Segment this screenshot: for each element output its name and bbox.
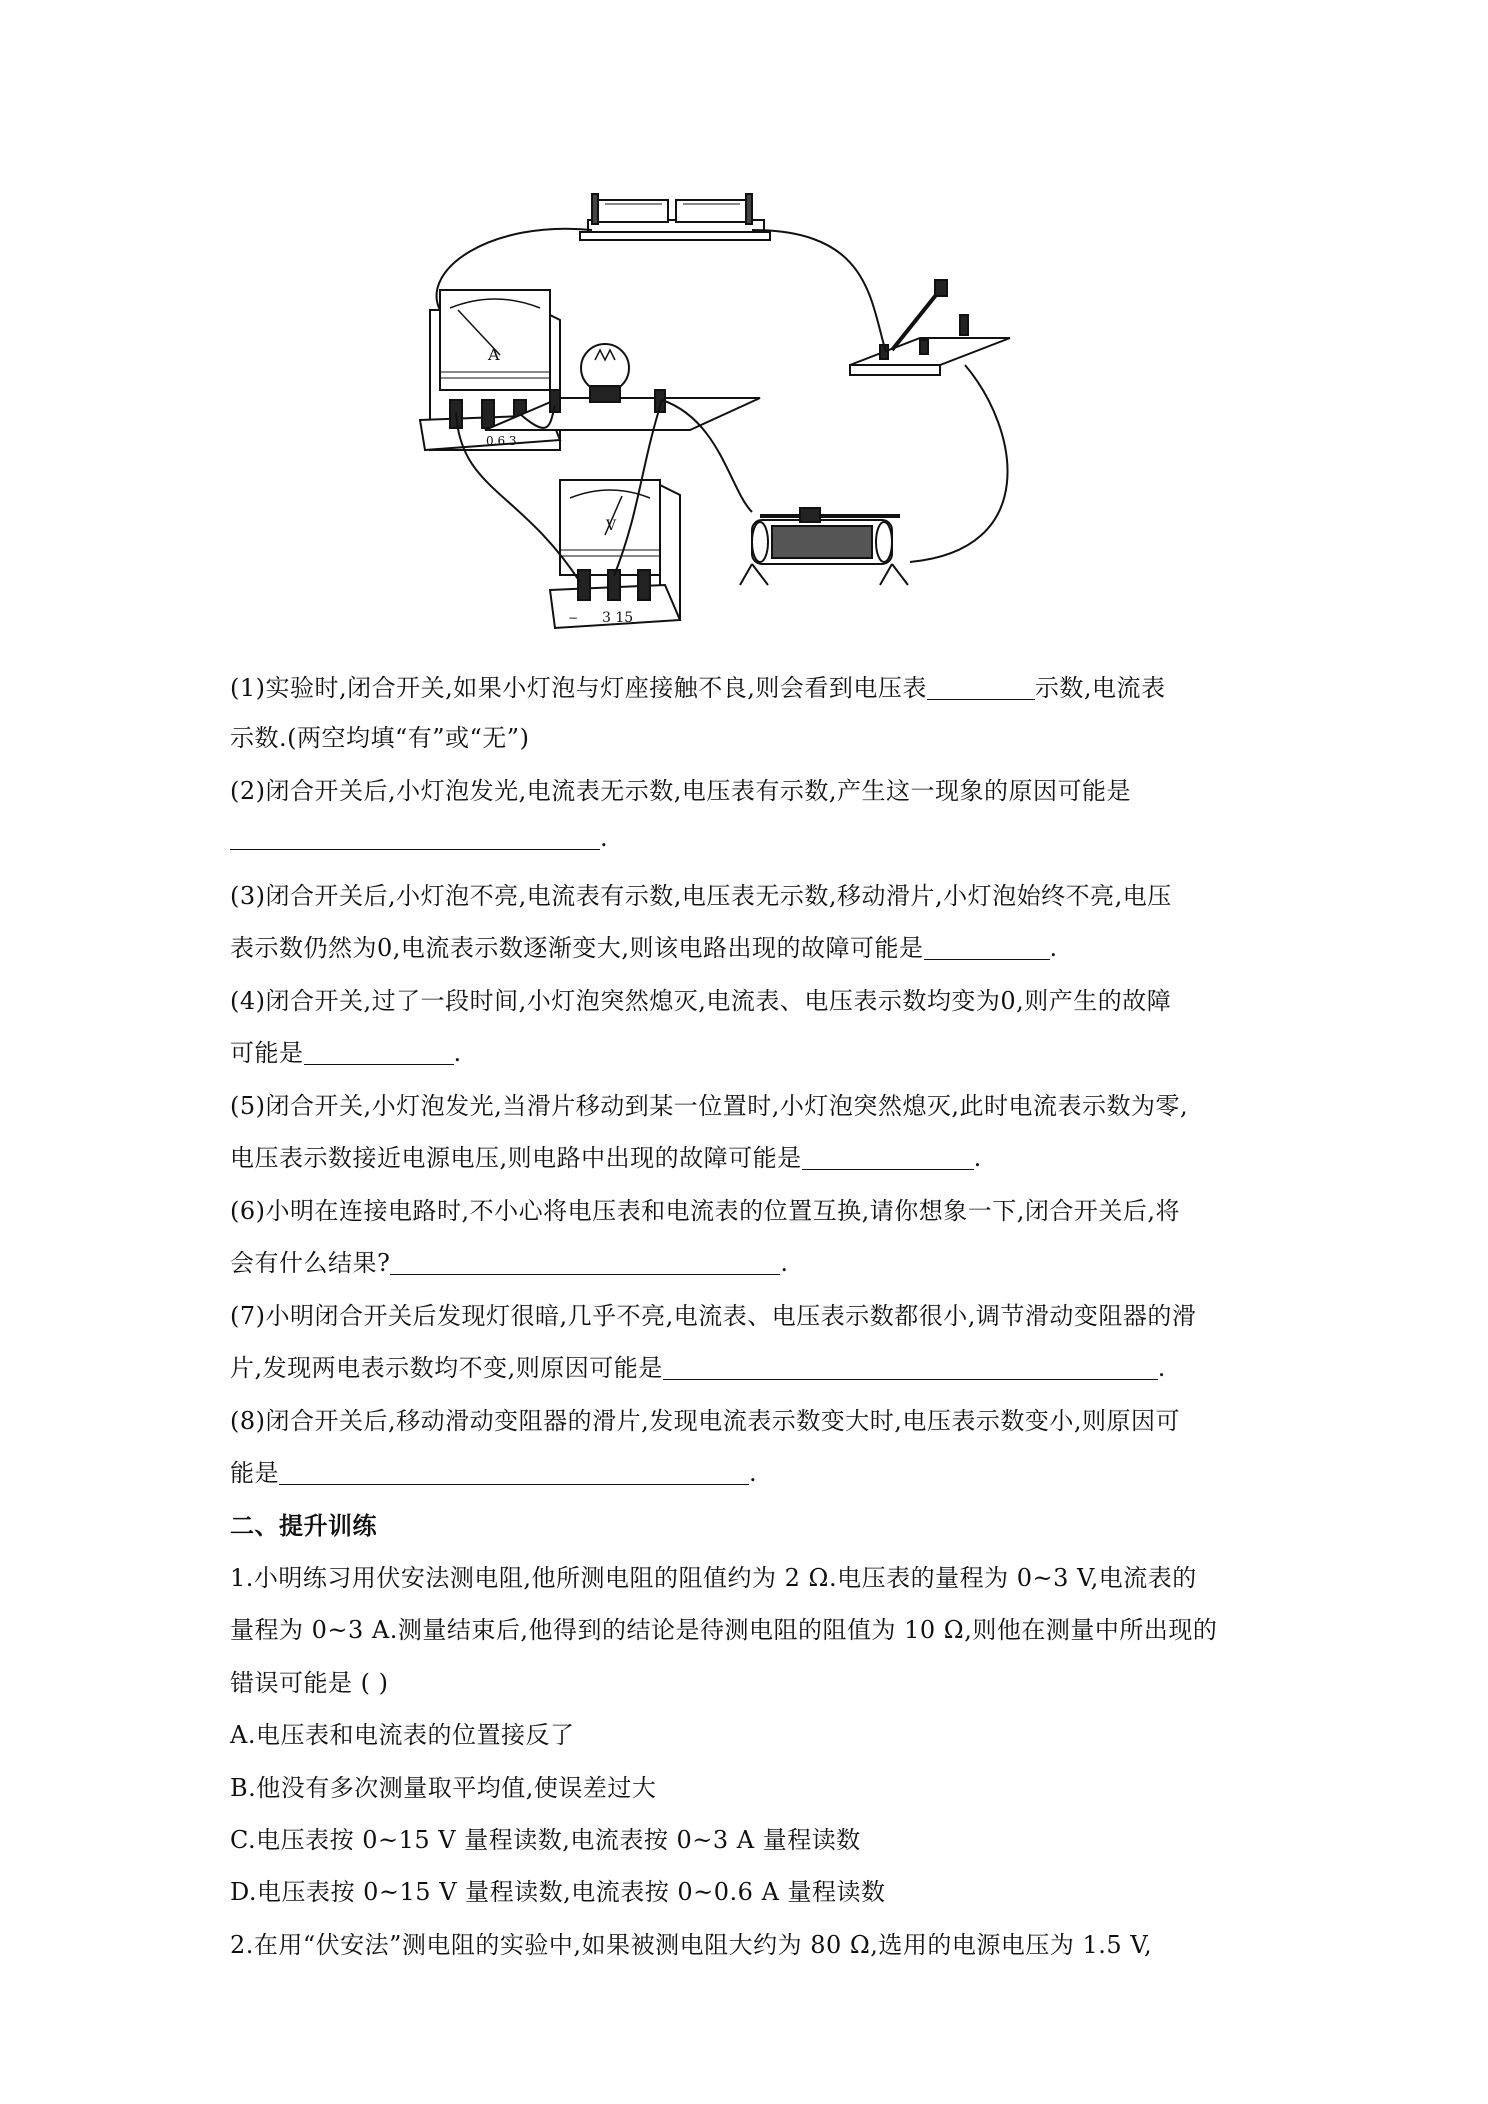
answer-blank[interactable]	[924, 933, 1050, 960]
question-8-line-1	[230, 1401, 1180, 1436]
question-1-text-b: 示数,电流表	[1034, 674, 1166, 702]
question-4-line-2	[230, 1033, 462, 1068]
answer-blank[interactable]	[927, 673, 1035, 700]
answer-blank[interactable]	[390, 1248, 780, 1275]
question-7-text: (7)小明闭合开关后发现灯很暗,几乎不亮,电流表、电压表示数都很小,调节滑动变阻器的滑	[230, 1302, 1197, 1330]
option-c: C.电压表按 0~15 V 量程读数,电流表按 0~3 A 量程读数	[230, 1826, 861, 1854]
voltmeter-terminal-labels: 3 15	[602, 610, 634, 626]
question-5-text: (5)闭合开关,小灯泡发光,当滑片移动到某一位置时,小灯泡突然熄灭,此时电流表示数为零,	[230, 1092, 1189, 1120]
answer-blank[interactable]	[230, 823, 600, 850]
knife-switch	[850, 280, 1010, 375]
question-5-text-2: 电压表示数接近电源电压,则电路中出现的故障可能是	[230, 1144, 802, 1172]
question-4-text: (4)闭合开关,过了一段时间,小灯泡突然熄灭,电流表、电压表示数均变为0,则产生的故障	[230, 987, 1172, 1015]
period: .	[1049, 934, 1058, 962]
question-4-text-2: 可能是	[230, 1039, 304, 1067]
question-8-line-2	[230, 1453, 757, 1488]
ammeter-terminal-labels: 0.6 3	[486, 434, 517, 448]
question-5-line-2	[230, 1138, 982, 1173]
problem-2-line-1: 2.在用“伏安法”测电阻的实验中,如果被测电阻大约为 80 Ω,选用的电源电压为 1.5 V,	[230, 1931, 1153, 1959]
question-2-line-1	[230, 771, 1131, 806]
circuit-diagram	[400, 190, 1100, 640]
answer-blank[interactable]	[663, 1353, 1158, 1380]
option-d: D.电压表按 0~15 V 量程读数,电流表按 0~0.6 A 量程读数	[230, 1878, 886, 1906]
period: .	[1157, 1354, 1166, 1382]
ammeter-symbol: A	[488, 345, 500, 364]
battery-box	[580, 194, 770, 240]
period: .	[973, 1144, 982, 1172]
period: .	[749, 1459, 758, 1487]
question-1-line-1	[230, 668, 1166, 703]
voltmeter-minus-label: −	[568, 611, 579, 625]
question-7-text-2: 片,发现两电表示数均不变,则原因可能是	[230, 1354, 663, 1382]
question-1-line-2	[230, 718, 529, 753]
question-2-line-2	[230, 823, 608, 852]
question-7-line-1	[230, 1296, 1196, 1331]
question-2-text: (2)闭合开关后,小灯泡发光,电流表无示数,电压表有示数,产生这一现象的原因可能是	[230, 777, 1132, 805]
voltmeter-symbol: V	[606, 518, 617, 534]
question-1-text-c: 示数.(两空均填“有”或“无”)	[230, 724, 530, 752]
option-b: B.他没有多次测量取平均值,使误差过大	[230, 1774, 657, 1802]
question-3-text: (3)闭合开关后,小灯泡不亮,电流表有示数,电压表无示数,移动滑片,小灯泡始终不亮,电压	[230, 882, 1172, 910]
question-7-line-2	[230, 1348, 1166, 1383]
voltmeter	[550, 480, 680, 628]
question-3-line-2	[230, 928, 1058, 963]
question-6-line-2	[230, 1243, 789, 1278]
question-8-text-2: 能是	[230, 1459, 279, 1487]
option-a: A.电压表和电流表的位置接反了	[230, 1721, 575, 1749]
problem-1-line-1: 1.小明练习用伏安法测电阻,他所测电阻的阻值约为 2 Ω.电压表的量程为 0~3 V,电流表的	[230, 1564, 1197, 1592]
circuit-diagram-figure	[400, 190, 1100, 640]
question-6-text: (6)小明在连接电路时,不小心将电压表和电流表的位置互换,请你想象一下,闭合开关后,将	[230, 1197, 1181, 1225]
question-3-line-1	[230, 876, 1172, 911]
question-1-text-a: (1)实验时,闭合开关,如果小灯泡与灯座接触不良,则会看到电压表	[230, 674, 927, 702]
problem-1-line-2: 量程为 0~3 A.测量结束后,他得到的结论是待测电阻的阻值为 10 Ω,则他在测量中所出现的	[230, 1616, 1218, 1644]
answer-blank[interactable]	[279, 1458, 749, 1485]
answer-blank[interactable]	[304, 1038, 454, 1065]
question-6-text-2: 会有什么结果?	[230, 1249, 391, 1277]
question-4-line-1	[230, 981, 1171, 1016]
problem-1-line-3: 错误可能是 ( )	[230, 1669, 389, 1697]
question-8-text: (8)闭合开关后,移动滑动变阻器的滑片,发现电流表示数变大时,电压表示数变小,则原因可	[230, 1407, 1181, 1435]
period: .	[780, 1249, 789, 1277]
question-5-line-1	[230, 1086, 1188, 1121]
answer-blank[interactable]	[802, 1143, 974, 1170]
section-2-title: 二、提升训练	[230, 1512, 377, 1540]
question-3-text-2: 表示数仍然为0,电流表示数逐渐变大,则该电路出现的故障可能是	[230, 934, 924, 962]
period: .	[453, 1039, 462, 1067]
period: .	[600, 824, 609, 852]
sliding-rheostat	[740, 508, 908, 585]
question-6-line-1	[230, 1191, 1180, 1226]
